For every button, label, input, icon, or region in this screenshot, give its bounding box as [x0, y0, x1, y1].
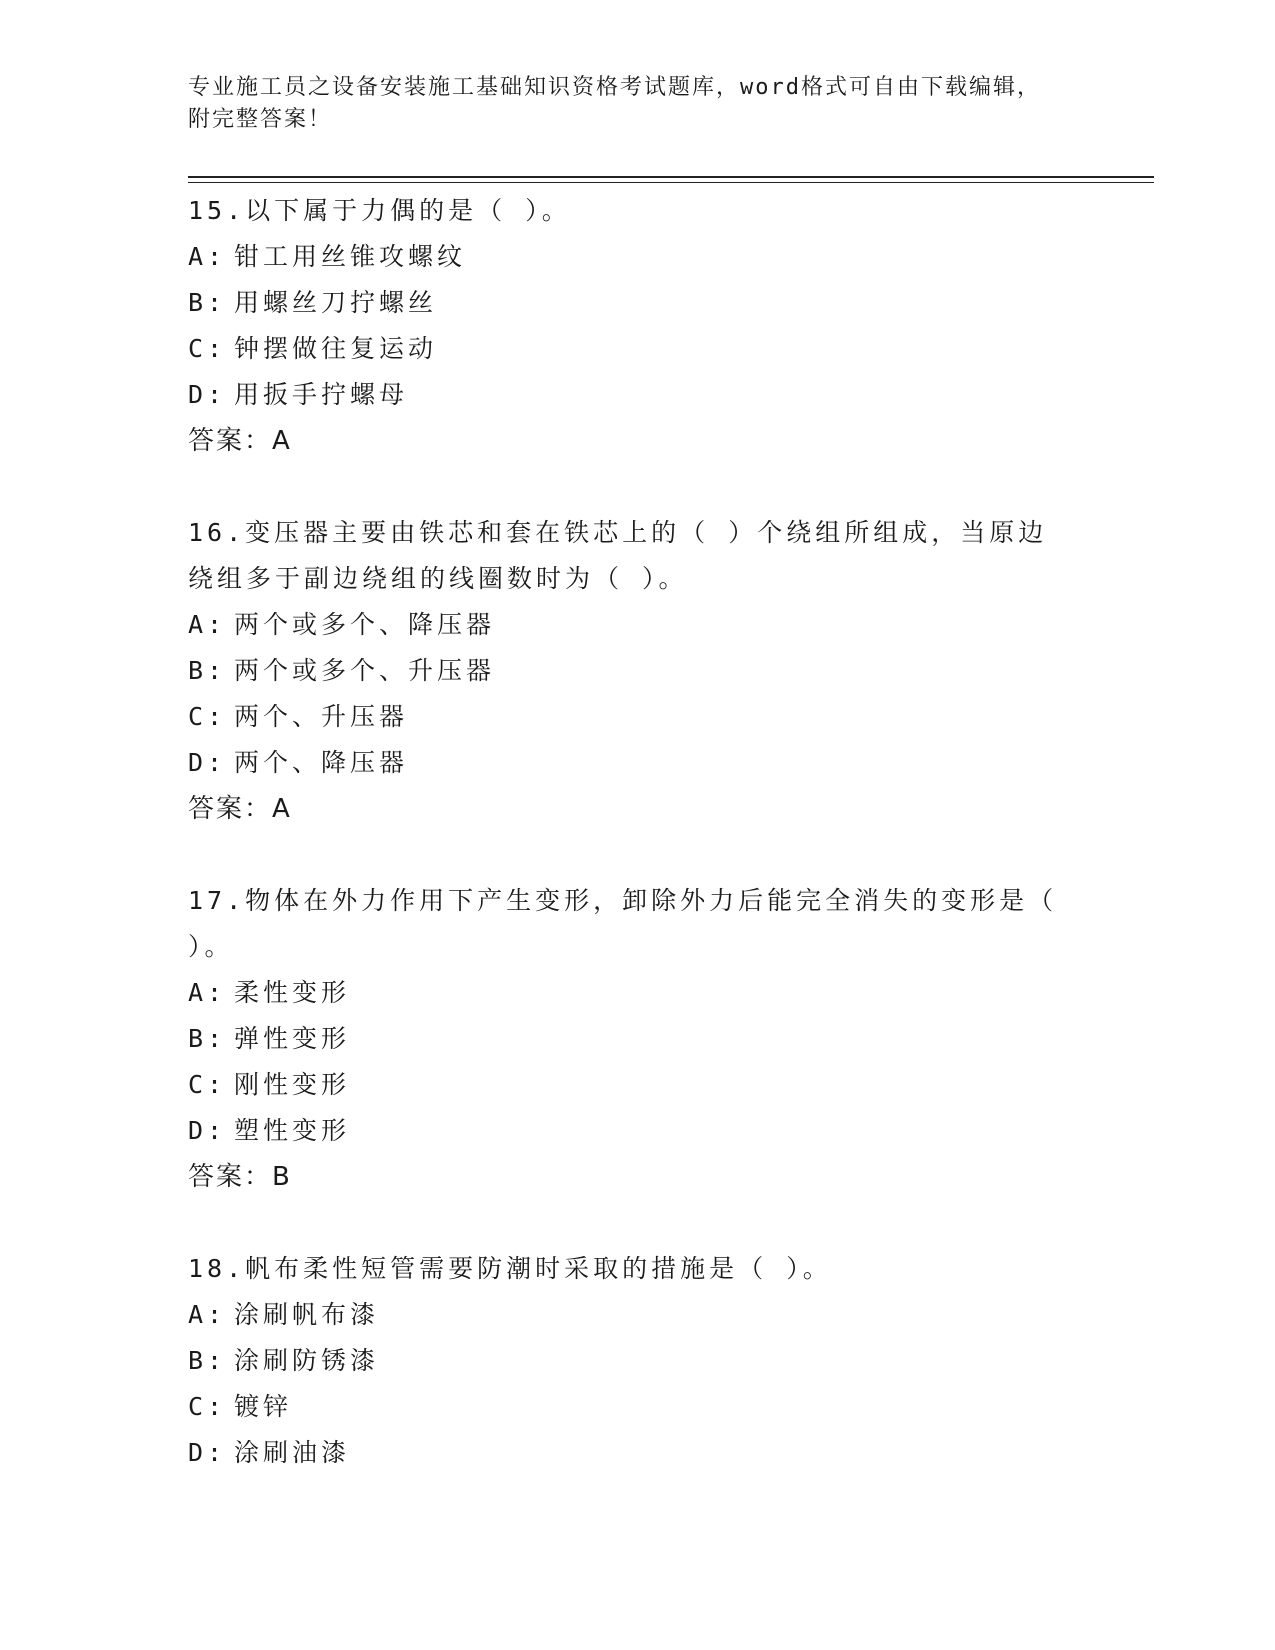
option-key: D:	[188, 1438, 227, 1467]
option-text: 塑性变形	[234, 1116, 351, 1145]
option-key: B:	[188, 1024, 227, 1053]
option-key: D:	[188, 748, 227, 777]
option-c	[188, 326, 1068, 372]
option-text: 钳工用丝锥攻螺纹	[234, 242, 467, 271]
header-line-2: 附完整答案！	[188, 107, 333, 132]
option-text: 用螺丝刀拧螺丝	[234, 288, 438, 317]
answer-line: 答案：A	[188, 426, 292, 456]
option-text: 涂刷防锈漆	[234, 1346, 380, 1375]
option-key: B:	[188, 1346, 227, 1375]
option-a	[188, 970, 1068, 1016]
option-key: A:	[188, 978, 227, 1007]
document-header	[188, 72, 1068, 136]
option-key: C:	[188, 702, 227, 731]
option-text: 刚性变形	[234, 1070, 351, 1099]
option-key: D:	[188, 380, 227, 409]
option-key: A:	[188, 242, 227, 271]
question-stem: 15.以下属于力偶的是（ ）。	[188, 196, 571, 225]
answer-line: 答案：A	[188, 794, 292, 824]
question-stem: 17.物体在外力作用下产生变形，卸除外力后能完全消失的变形是（ ）。	[188, 886, 1058, 961]
option-b	[188, 1338, 1068, 1384]
option-text: 镀锌	[234, 1392, 293, 1421]
option-a	[188, 1292, 1068, 1338]
option-b	[188, 1016, 1068, 1062]
option-text: 钟摆做往复运动	[234, 334, 438, 363]
option-c	[188, 1062, 1068, 1108]
question-17	[188, 878, 1068, 1200]
question-stem: 18.帆布柔性短管需要防潮时采取的措施是（ ）。	[188, 1254, 832, 1283]
answer-line: 答案：B	[188, 1162, 292, 1192]
option-text: 柔性变形	[234, 978, 351, 1007]
question-15	[188, 188, 1068, 464]
header-divider-thick	[188, 176, 1154, 178]
option-text: 用扳手拧螺母	[234, 380, 409, 409]
option-d	[188, 372, 1068, 418]
option-text: 涂刷油漆	[234, 1438, 351, 1467]
option-text: 涂刷帆布漆	[234, 1300, 380, 1329]
option-a	[188, 234, 1068, 280]
question-18	[188, 1246, 1068, 1476]
header-divider-thin	[188, 182, 1154, 183]
option-text: 两个或多个、降压器	[234, 610, 496, 639]
option-key: A:	[188, 1300, 227, 1329]
option-text: 两个、升压器	[234, 702, 409, 731]
question-16	[188, 510, 1068, 832]
option-key: C:	[188, 1070, 227, 1099]
option-text: 弹性变形	[234, 1024, 351, 1053]
option-key: D:	[188, 1116, 227, 1145]
option-d	[188, 1108, 1068, 1154]
option-d	[188, 1430, 1068, 1476]
option-text: 两个或多个、升压器	[234, 656, 496, 685]
question-list	[188, 188, 1068, 1476]
option-c	[188, 694, 1068, 740]
option-key: A:	[188, 610, 227, 639]
option-b	[188, 648, 1068, 694]
header-line-1: 专业施工员之设备安装施工基础知识资格考试题库，word格式可自由下载编辑，	[188, 75, 1041, 100]
option-a	[188, 602, 1068, 648]
option-c	[188, 1384, 1068, 1430]
option-key: B:	[188, 288, 227, 317]
option-key: C:	[188, 334, 227, 363]
option-key: C:	[188, 1392, 227, 1421]
option-key: B:	[188, 656, 227, 685]
option-text: 两个、降压器	[234, 748, 409, 777]
option-b	[188, 280, 1068, 326]
question-stem: 16.变压器主要由铁芯和套在铁芯上的（ ）个绕组所组成，当原边绕组多于副边绕组的线圈数时为（ ）。	[188, 518, 1048, 593]
option-d	[188, 740, 1068, 786]
